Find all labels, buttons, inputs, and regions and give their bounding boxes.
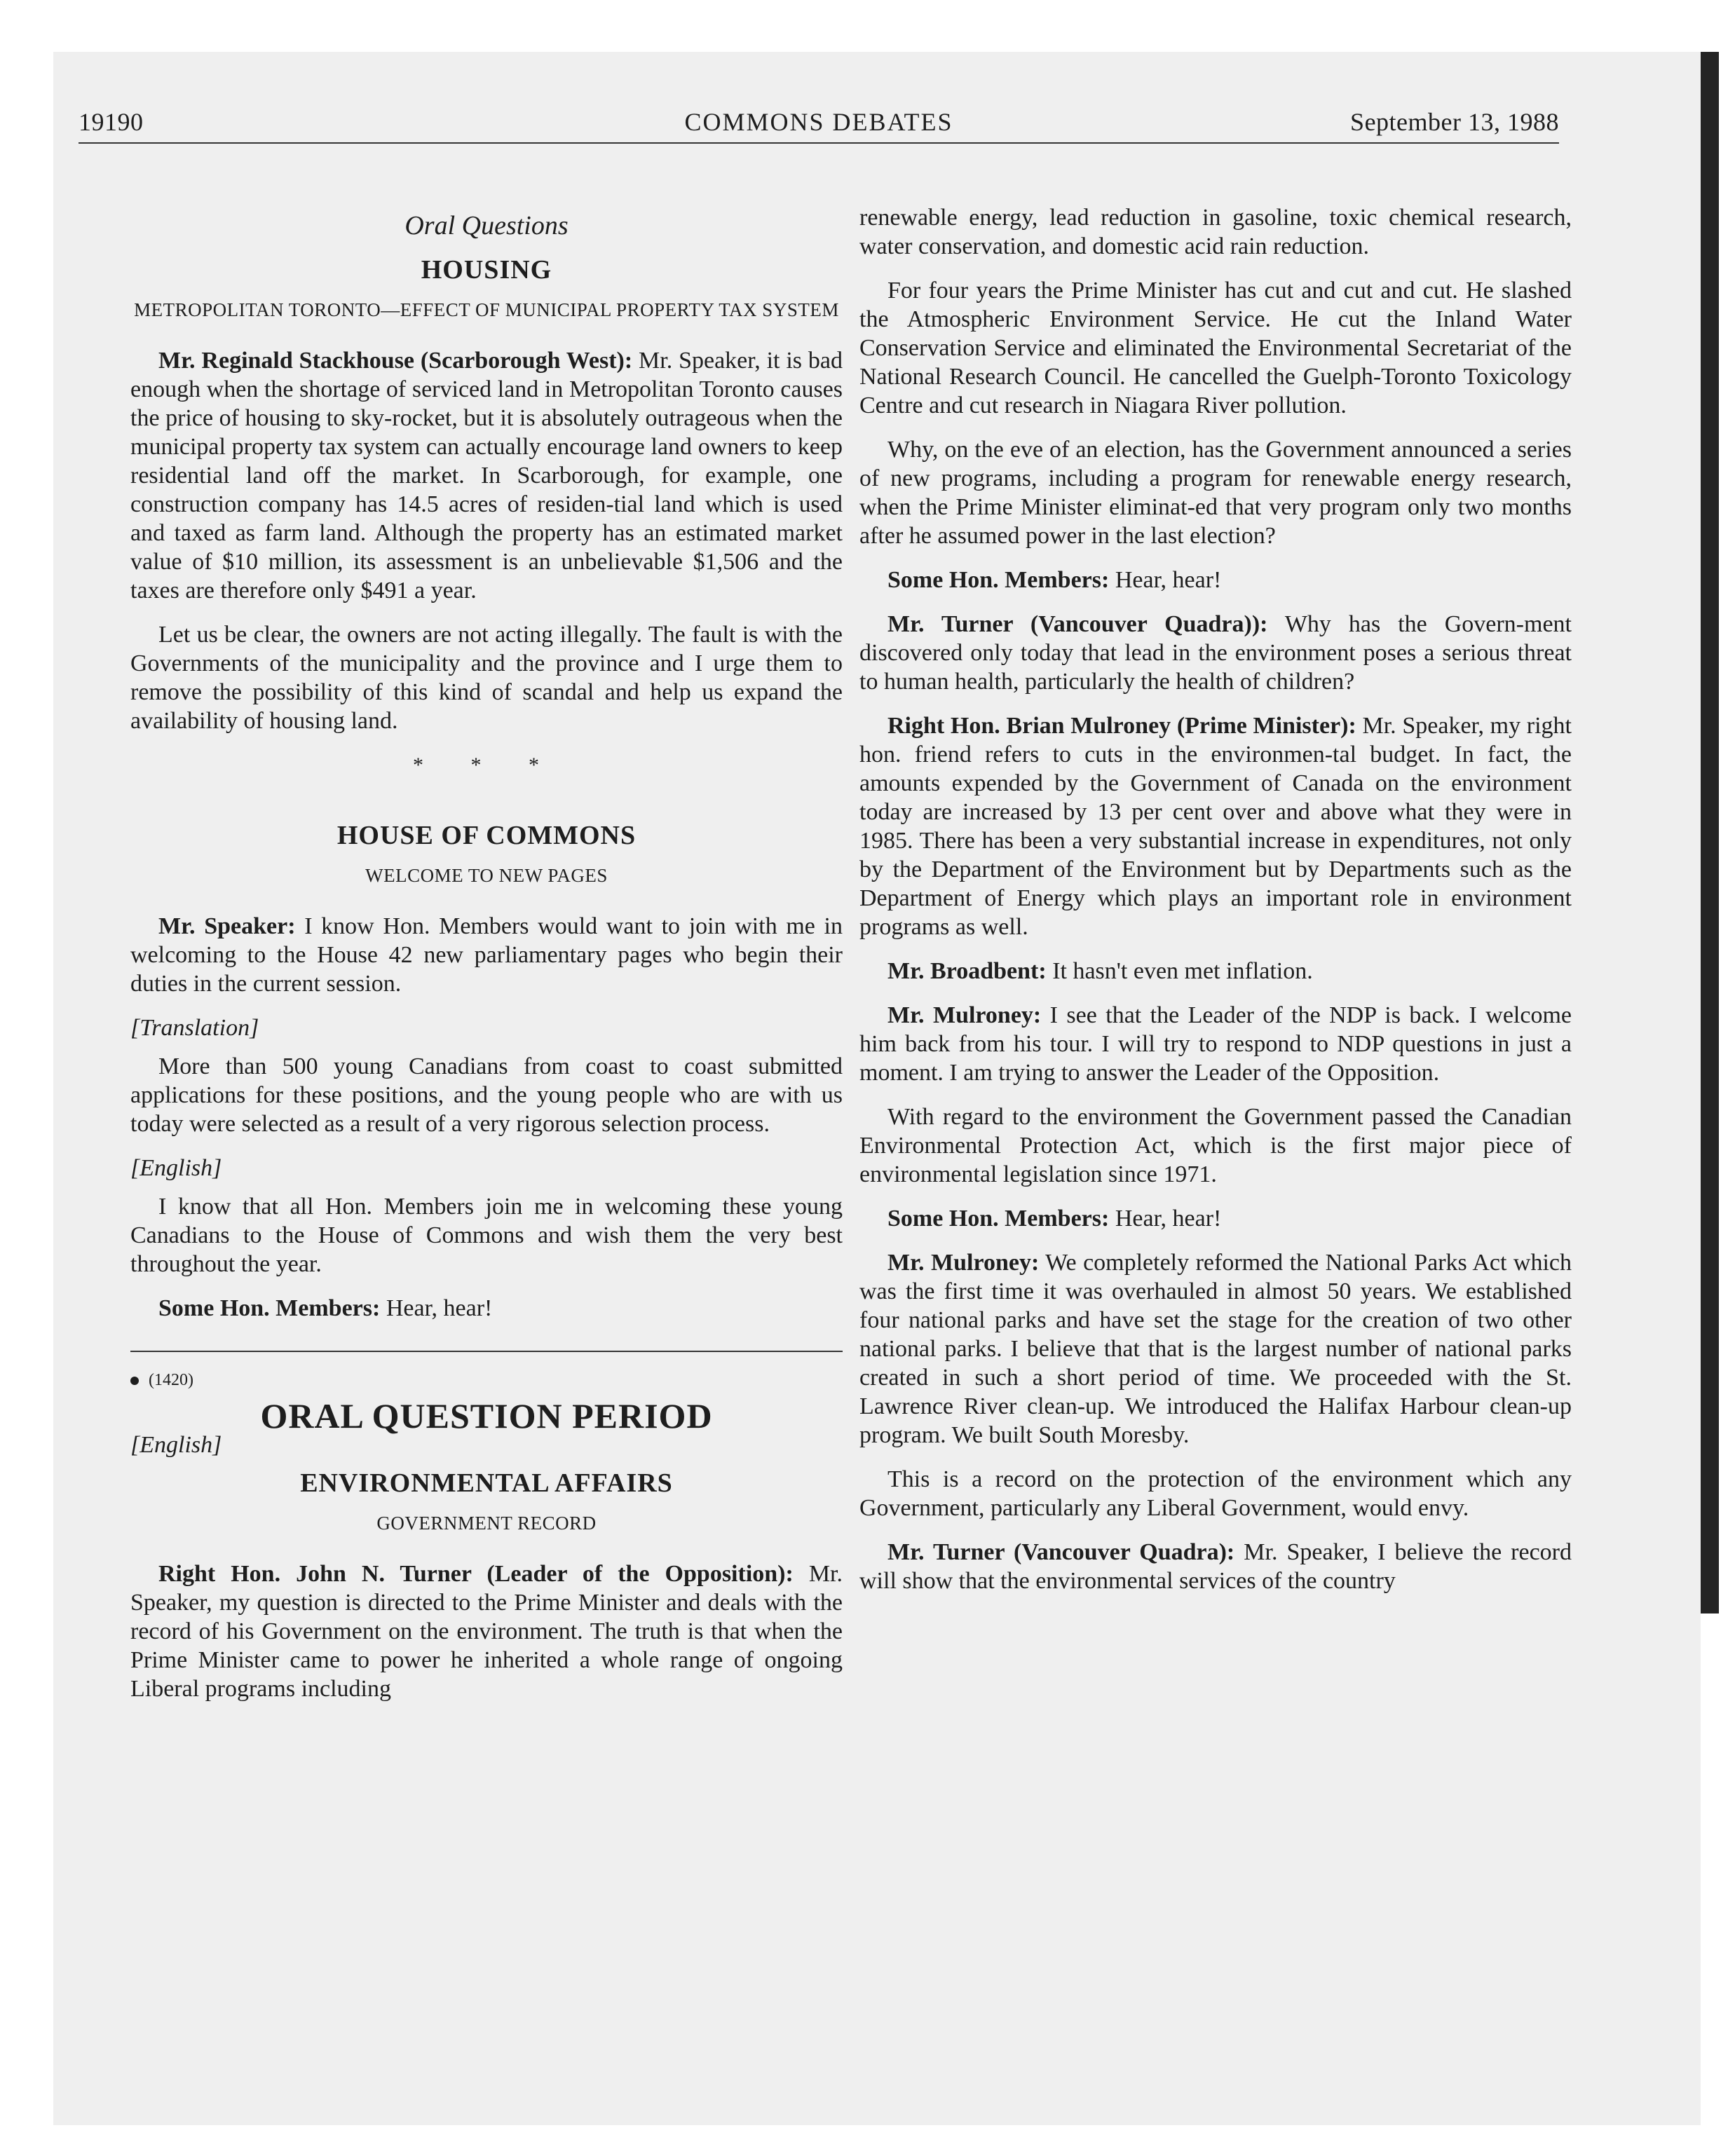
speaker-name: Mr. Turner (Vancouver Quadra): bbox=[887, 1539, 1235, 1565]
speech-text: Hear, hear! bbox=[1109, 1206, 1222, 1231]
speaker-name: Mr. Mulroney: bbox=[887, 1002, 1042, 1028]
language-marker: [English] bbox=[130, 1432, 222, 1458]
language-marker: [English] bbox=[130, 1155, 222, 1181]
paragraph: With regard to the environment the Government passed the Canadian Environmental Protection Act, which is the first major piece of environmental legislation since 1971. bbox=[859, 1104, 1572, 1187]
paragraph bbox=[859, 957, 1572, 985]
horizontal-rule bbox=[130, 1351, 843, 1352]
paragraph: Why, on the eve of an election, has the Government announced a series of new programs, including a program for renewable energy research, when the Prime Minister eliminat-ed that very program only two months after he assumed power in the last election? bbox=[859, 437, 1572, 549]
paragraph bbox=[859, 610, 1572, 696]
paragraph bbox=[859, 566, 1572, 594]
publication-title: COMMONS DEBATES bbox=[684, 108, 953, 136]
paragraph bbox=[859, 1204, 1572, 1233]
environment-heading: ENVIRONMENTAL AFFAIRS bbox=[300, 1468, 673, 1498]
speaker-name: Mr. Turner (Vancouver Quadra)): bbox=[887, 611, 1268, 637]
speaker-name: Mr. Speaker: bbox=[158, 913, 296, 939]
speech-text: Mr. Speaker, it is bad enough when the shortage of serviced land in Metropolitan Toronto causes the price of housing to sky-rocket, but it is absolutely outrageous when the municipal property tax system can actually encourage land owners to keep residential land off the market. In Scarborough, for example, one construction company has 14.5 acres of residen-tial land which is used and taxed as farm land. Although the property has an estimated market value of $10 million, its assessment is an unbelievable $1,506 and the taxes are therefore only $491 a year. bbox=[130, 348, 843, 603]
paragraph bbox=[130, 346, 843, 605]
timestamp-text: (1420) bbox=[149, 1371, 193, 1389]
paragraph: More than 500 young Canadians from coast to coast submitted applications for these positions, and the young people who are with us today were selected as a result of a very rigorous selection process. bbox=[130, 1053, 843, 1137]
speech-text: Hear, hear! bbox=[1109, 567, 1222, 593]
paragraph bbox=[859, 1001, 1572, 1087]
paragraph bbox=[130, 1294, 843, 1323]
paragraph: I know that all Hon. Members join me in welcoming these young Canadians to the House of Commons and wish them the very best throughout the year. bbox=[130, 1194, 843, 1277]
speech-text: We completely reformed the National Parks Act which was the first time it was overhauled in almost 50 years. We established four national parks and have set the stage for the creation of two other national parks. I believe that that is the largest number of national parks created in such a short period of time. We proceeded with the St. Lawrence River clean-up. We introduced the Halifax Harbour clean-up program. We built South Moresby. bbox=[859, 1250, 1572, 1448]
paragraph bbox=[859, 1538, 1572, 1595]
speaker-name: Some Hon. Members: bbox=[887, 567, 1110, 593]
speech-text: Hear, hear! bbox=[380, 1295, 493, 1321]
paragraph: renewable energy, lead reduction in gasoline, toxic chemical research, water conservation, and domestic acid rain reduction. bbox=[859, 205, 1572, 259]
timestamp bbox=[130, 1366, 843, 1395]
right-column bbox=[859, 203, 1572, 1611]
speech-text: I see that the Leader of the NDP is back. I welcome him back from his tour. I will try to respond to NDP questions in just a moment. I am trying to answer the Leader of the Opposition. bbox=[859, 1002, 1572, 1086]
commons-heading: HOUSE OF COMMONS bbox=[336, 821, 637, 850]
speaker-name: Mr. Broadbent: bbox=[887, 958, 1047, 984]
speech-text: Mr. Speaker, I believe the record will show that the environmental services of the country bbox=[859, 1539, 1572, 1594]
speaker-name: Mr. Mulroney: bbox=[887, 1250, 1040, 1276]
speech-text: It hasn't even met inflation. bbox=[1046, 958, 1313, 984]
oral-question-period-heading: ORAL QUESTION PERIOD bbox=[260, 1396, 713, 1435]
speaker-name: Some Hon. Members: bbox=[158, 1295, 381, 1321]
left-column bbox=[130, 203, 843, 1719]
speaker-name: Right Hon. John N. Turner (Leader of the Opposition): bbox=[158, 1561, 794, 1587]
section-separator: * * * bbox=[413, 753, 560, 777]
paragraph: This is a record on the protection of the environment which any Government, particularly any Liberal Government, would envy. bbox=[859, 1466, 1572, 1521]
housing-subheading: METROPOLITAN TORONTO—EFFECT OF MUNICIPAL PROPERTY TAX SYSTEM bbox=[134, 299, 839, 320]
paragraph bbox=[130, 1560, 843, 1703]
publication-date: September 13, 1988 bbox=[1350, 108, 1559, 136]
speech-text: Why has the Govern-ment discovered only today that lead in the environment poses a serious threat to human health, particularly the health of children? bbox=[859, 611, 1572, 695]
speech-text: Mr. Speaker, my question is directed to the Prime Minister and deals with the record of his Government on the environment. The truth is that when the Prime Minister came to power he inherited a whole range of ongoing Liberal programs including bbox=[130, 1561, 843, 1702]
paragraph bbox=[859, 1248, 1572, 1449]
language-marker: [Translation] bbox=[130, 1015, 259, 1041]
housing-heading: HOUSING bbox=[421, 255, 552, 285]
bullet-icon bbox=[130, 1377, 139, 1385]
commons-subheading: WELCOME TO NEW PAGES bbox=[365, 865, 608, 886]
scan-edge-bar bbox=[1701, 52, 1719, 1613]
paragraph bbox=[130, 912, 843, 998]
page-number: 19190 bbox=[79, 108, 144, 136]
paragraph: Let us be clear, the owners are not acting illegally. The fault is with the Governments of the municipality and the province and I urge them to remove the possibility of this kind of scandal and help us expand the availability of housing land. bbox=[130, 622, 843, 734]
paragraph: For four years the Prime Minister has cut and cut and cut. He slashed the Atmospheric Environment Service. He cut the Inland Water Conservation Service and eliminated the Environmental Secretariat of the National Research Council. He cancelled the Guelph-Toronto Toxicology Centre and cut research in Niagara River pollution. bbox=[859, 278, 1572, 418]
speaker-name: Right Hon. Brian Mulroney (Prime Minister): bbox=[887, 713, 1356, 739]
speaker-name: Some Hon. Members: bbox=[887, 1206, 1110, 1231]
speech-text: I know Hon. Members would want to join with me in welcoming to the House 42 new parliamentary pages who begin their duties in the current session. bbox=[130, 913, 843, 997]
paragraph bbox=[859, 711, 1572, 941]
page-header bbox=[79, 107, 1559, 144]
environment-subheading: GOVERNMENT RECORD bbox=[376, 1513, 597, 1534]
section-kicker: Oral Questions bbox=[404, 211, 569, 240]
speech-text: Mr. Speaker, my right hon. friend refers to cuts in the environmen-tal budget. In fact, the amounts expended by the Government of Canada on the environment today are increased by 13 per cent over and above what they were in 1985. There has been a very substantial increase in expenditures, not only by the Department of the Environment but by Departments such as the Department of Energy which plays an important role in environment programs as well. bbox=[859, 713, 1572, 940]
speaker-name: Mr. Reginald Stackhouse (Scarborough West): bbox=[158, 348, 633, 374]
